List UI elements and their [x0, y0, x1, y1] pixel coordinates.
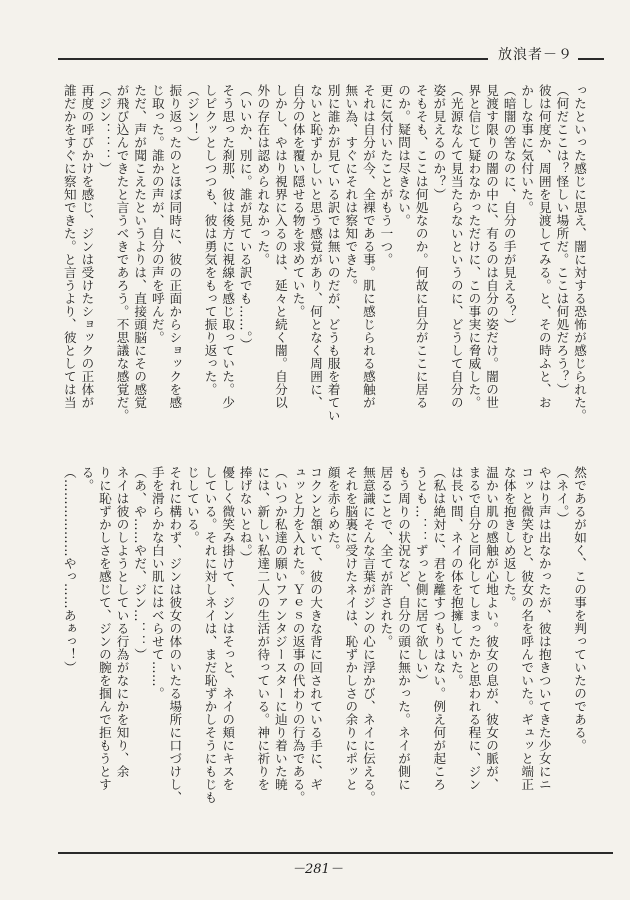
text-line: コクンと頷いて、彼の大きな背に回されている手に、ギ: [308, 466, 324, 791]
text-line: 外の存在は認められなかった。: [255, 84, 271, 266]
text-line: もう周りの状況など、自分の頭に無かった。ネイが側に: [396, 466, 412, 791]
footer-rule: [58, 852, 613, 854]
text-line: （………………やっ……あぁっ！）: [61, 466, 77, 674]
text-line: かしな事に気付いた。: [519, 84, 535, 214]
text-line: そう思った刹那、彼は後方に視線を感じ取っていた。少: [220, 84, 236, 409]
text-line: 姿が見えるのか？）: [431, 84, 447, 201]
text-line: （暗闇の筈なのに、自分の手が見える？）: [501, 84, 517, 331]
text-line: ュッと力を入れた。Ｙｅｓの返事の代わりの行為である。: [290, 466, 306, 804]
text-line: じしている。: [184, 466, 200, 544]
text-line: それは自分が今、全裸である事。肌に感じられる感触が: [360, 84, 376, 409]
page-number: －281－: [292, 862, 343, 877]
text-line: 居ることで、全てが許された。: [378, 466, 394, 648]
running-header-title: 放浪者－９: [498, 47, 573, 63]
text-line: そもそも、ここは何処なのか。何故に自分がここに居る: [413, 84, 429, 409]
text-line: が飛び込んできたと言うべきであろう。不思議な感覚だ。: [114, 84, 130, 422]
header-rule-left: [58, 58, 488, 60]
text-line: まるで自分と同化してしまったかと思われる程に、ジン: [466, 466, 482, 791]
text-line: 捧げないとね。）: [237, 466, 253, 564]
text-line: 自分の体を覆い隠せる物を求めていた。: [290, 84, 306, 318]
text-line: （私は絶対に、君を離すつもりはない。例え何が起ころ: [431, 466, 447, 791]
text-line: 無意識にそんな言葉がジンの心に浮かび、ネイに伝える。: [360, 466, 376, 804]
text-line: 顔を赤らめた。: [325, 466, 341, 557]
header-rule-right: [578, 58, 604, 60]
text-line: る。: [79, 466, 95, 492]
text-line: （ジン：：：）: [96, 84, 112, 175]
text-line: やはり声は出なかったが、彼は抱きついてきた少女にニ: [536, 466, 552, 791]
text-line: ただ、声が聞こえたというよりは、直接頭脳にその感覚: [132, 84, 148, 409]
text-line: している。それに対しネイは、まだ恥ずかしそうにもじも: [202, 466, 218, 804]
text-line: りに恥ずかしさを感じて、ジンの腕を掴んで拒もうとす: [96, 466, 112, 791]
text-line: な体を抱きしめ返した。: [501, 466, 517, 609]
text-line: には、新しい私達二人の生活が待っている。神に祈りを: [255, 466, 271, 791]
text-line: うとも…：：ずっと側に居て欲しい）: [413, 466, 429, 687]
text-line: それを脳裏に受けたネイは、恥ずかしさの余りにポッと: [343, 466, 359, 791]
text-line: しかし、やはり視界に入るのは、延々と続く闇。自分以: [272, 84, 288, 409]
text-line: （あ、や……やだ、ジン…：：）: [132, 466, 148, 661]
text-line: じ取った。誰かの声が、自分の声を呼んだ。: [149, 84, 165, 344]
text-line: 温かい肌の感触が心地よい。彼女の息が、彼女の脈が、: [484, 466, 500, 791]
text-line: （ネイ。）: [554, 466, 570, 525]
text-line: しピクッとしつつも、彼は勇気をもって振り返った。: [202, 84, 218, 396]
upper-text-block: [61, 84, 588, 422]
text-line: は長い間、ネイの体を抱擁していた。: [448, 466, 464, 687]
text-line: 無い為、すぐにそれは察知できた。: [343, 84, 359, 292]
text-line: （いつか私達の願いファンタジースターに辿り着いた暁: [272, 466, 288, 791]
text-line: ないと恥ずかしいと思う感覚があり、何となく周囲に、: [308, 84, 324, 409]
text-line: 手を滑らかな白い肌にはべらせて……。: [149, 466, 165, 700]
text-line: （光源なんて見当たらないというのに、どうして自分の: [448, 84, 464, 409]
text-line: ったといった感じに思え、闇に対する恐怖が感じられた。: [572, 84, 587, 422]
lower-text-block: [61, 466, 588, 832]
text-line: 優しく微笑み掛けて、ジンはそっと、ネイの頬にキスを: [220, 466, 236, 791]
text-line: 然であるが如く、この事を判っていたのである。: [572, 466, 587, 752]
text-line: 振り返ったのとほぼ同時に、彼の正面からショックを感: [167, 84, 183, 409]
text-line: それに構わず、ジンは彼女の体のいたる場所に口づけし、: [167, 466, 183, 804]
text-line: 見渡す限りの闇の中に、有るのは自分の姿だけ。闇の世: [484, 84, 500, 409]
text-line: ネイは彼のしようとしている行為がなにかを知り、余: [114, 466, 130, 778]
text-line: 彼は何度か、周囲を見渡してみる。と、その時ふと、お: [536, 84, 552, 409]
text-line: 別に誰かが見ている訳では無いのだが、どうも服を着てい: [325, 84, 341, 422]
text-line: （ジン！）: [184, 84, 200, 149]
text-line: （いいか、別に。誰が見ている訳でも……。）: [237, 84, 253, 351]
text-line: 更に気付いたことがもう一つ。: [378, 84, 394, 266]
text-line: 誰だかをすぐに察知できた。と言うより、彼としては当: [61, 84, 77, 409]
text-line: 界と信じて疑わなかっただけに、この事実に脅威した。: [466, 84, 482, 409]
text-line: コッと微笑むと、彼女の名を呼んでいた。ギュッと端正: [519, 466, 535, 791]
text-line: 再度の呼びかけを感じ、ジンは受けたショックの正体が: [79, 84, 95, 409]
text-line: のか。疑問は尽きない。: [396, 84, 412, 227]
text-line: （何だここは？怪しい場所だ。ここは何処だろう？）: [554, 84, 570, 396]
